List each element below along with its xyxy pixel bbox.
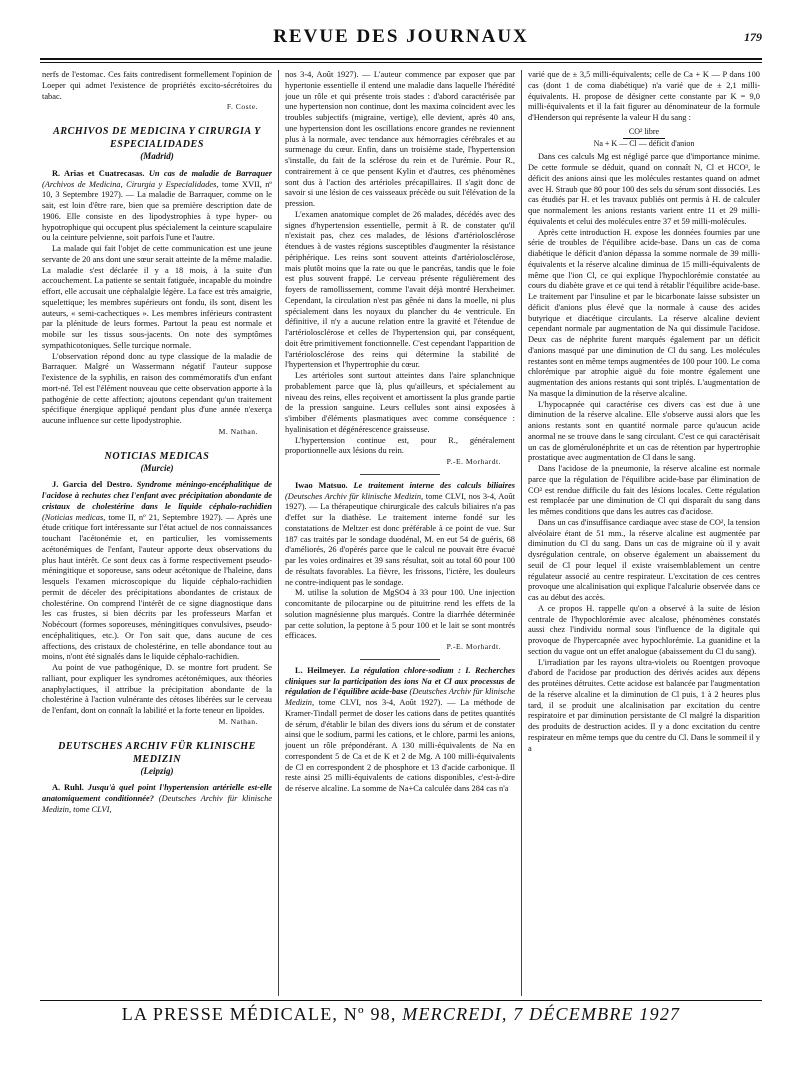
article-text: tome II, nº 21, Septembre 1927). — Après une étude critique fort intéressante sur l'état actuel de nos connaissances touchant l'acétonémie et, en particulier, les vomissements acétonémiques de l'enfant, l'auteur apporte deux observations du plus haut intérêt. Ce sont deux cas à forme respectivement pseudo-méningitique et soporeuse, sans odeur acétonique de l'haleine, dans lesquels l'examen microscopique du liquide céphalo-rachidien permit de déceler des précipitations abondantes de cristaux de cholestérine. On comprend l'intérêt de ce signe diagnostique dans les cas frustes, si bien décrits par les professeurs Marfan et Nobécourt (formes soporeuses, méningitiques convulsives, pseudo-encéphalitiques, etc.). Or l'on sait que, dans aucune de ces affections, des cristaux de cholestérine, en telle abondance tout au moins, n'ont été signalés dans le liquide céphalo-rachidien. bbox=[42, 512, 272, 662]
paragraph: L'hypertension continue est, pour R., généralement proportionnelle aux lésions du rein. bbox=[285, 435, 515, 456]
article-author: R. Arias et Cuatrecasas. bbox=[52, 168, 145, 178]
signature: M. Nathan. bbox=[218, 716, 258, 726]
article-title: Jusqu'à quel point l'hypertension artérielle est-elle anatomiquement conditionnée? bbox=[42, 783, 272, 803]
paragraph: nerfs de l'estomac. Ces faits contredisent formellement l'opinion de Loeper qui admet l'existence de propriétés excito-sécrétoires du tabac. bbox=[42, 70, 272, 101]
footer-journal: LA PRESSE MÉDICALE, Nº 98, bbox=[121, 1004, 397, 1024]
header-rule bbox=[40, 58, 762, 60]
article bbox=[42, 169, 272, 244]
paragraph: Dans l'acidose de la pneumonie, la réserve alcaline est normale parce que la régulation de l'équilibre acide-base par élimination de CO² est rendue difficile du fait des lésions locales. Cette régulation est remplacée par une diminution de Cl qui disparaît du sang dans les mêmes conditions que dans les autres cas d'acidose. bbox=[528, 464, 760, 516]
article bbox=[42, 783, 272, 815]
section-city: (Murcie) bbox=[140, 462, 174, 473]
paragraph: L'examen anatomique complet de 26 malades, décédés avec des signes d'hypertension essentielle, permit à R. de constater qu'il n'existait pas, chez ces malades, de lésions d'artériolosclérose étendues à de vastes régions susceptibles d'augmenter la résistance périphérique. Les reins sont souvent atteints d'artériolosclérose, mais plutôt moins que la rate ou que le pancréas, tandis que le foie est plus souvent frappé. Le cerveau présente régulièrement des foyers de ramollissement, comme l'avait déjà montré Herxheimer. Cependant, la circulation n'est pas gênée ni dans la moelle, ni plus spécialement dans les noyaux du plancher du 4e ventricule. En définitive, il n'y a aucune relation entre la gravité et l'étendue de l'artériolosclérose et celles de l'hypertension qui, par conséquent, doit être primitivement fonctionnelle. C'est cependant l'apparition de l'artériolosclérose des reins qui détermine la stabilité de l'hypertension et l'hypertrophie du cœur. bbox=[285, 209, 515, 370]
article-source: (Archivos de Medicina, Cirurgia y Especialidades, bbox=[42, 179, 219, 189]
separator bbox=[360, 474, 440, 475]
article bbox=[285, 666, 515, 795]
article-author: A. Ruhl. bbox=[52, 783, 84, 793]
article-title: Syndrome méningo-encéphalitique de l'acidose à rechutes chez l'enfant avec précipitation abondante de cristaux de cholestérine dans le liquide céphalo-rachidien bbox=[42, 480, 272, 511]
formula-numerator: CO² libre bbox=[623, 127, 665, 139]
page-header bbox=[40, 26, 762, 48]
running-title: REVUE DES JOURNAUX bbox=[273, 26, 529, 47]
formula-denominator: Na + K — Cl — déficit d'anion bbox=[593, 138, 695, 148]
article-author: J. Garcia del Destro. bbox=[52, 480, 133, 490]
article-source: (Deutsches Archiv für klinische Medizin, bbox=[285, 491, 424, 501]
article bbox=[42, 480, 272, 663]
paragraph: varié que de ± 3,5 milli-équivalents; celle de Ca + K — P dans 100 cas (dont 1 de coma diabétique) n'a varié que de ± 2,1 milli-équivalents. H. propose de désigner cette constante par K = 9,0 milli-équivalents et il la fait figurer au dénominateur de la formule d'Henderson qui représente la valeur H du sang : bbox=[528, 70, 760, 122]
paragraph: L'hypocapnée qui caractérise ces divers cas est due à une diminution de la réserve alcaline. Elle s'observe aussi alors que les anions restants sont en quantité normale parce qu'aucun acide anormal ne se trouve dans le sang circulant. C'est ce qui caractérisait un cas de glomérulonéphrite et un cas de rétention par hypertrophie prostatique avec augmentation de Cl dans le sang. bbox=[528, 399, 760, 463]
footer-date: MERCREDI, 7 DÉCEMBRE 1927 bbox=[402, 1004, 681, 1024]
column-2 bbox=[285, 70, 515, 996]
article-title: Le traitement interne des calculs biliaires bbox=[353, 480, 515, 490]
signature: F. Coste. bbox=[226, 102, 258, 112]
paragraph: Après cette introduction H. expose les données fournies par une série de troubles de l'équilibre acide-base. Dans un cas de coma diabétique le déficit d'anion dépassa la somme normale de 39 milli-équivalents et la réserve alcaline diminua de 15 milli-équivalents de même que l'ion Cl, ce qui explique l'hypochlorémie constatée au cours du diabète grave et ce qui tend à rétablir l'équilibre acide-base. Le traitement par l'insuline et par le bicarbonate laisse subsister un déficit d'anions plus élevé que la normale à cause des acides butyrique et diacétique circulants. La réserve alcaline devient cependant normale par augmentation de Na qui dissimule l'acidose. Deux cas de néphrite furent marqués également par un déficit d'anions masqué par une diminution de Cl du sang. Les molécules restantes sont en même temps augmentées de 100 pour 100. Le coma chlorémique par atrophie aiguë du foie montre également une augmentation des anions restants qui sont triplés. L'augmentation de Na masque la diminution de la réserve alcaline. bbox=[528, 227, 760, 398]
paragraph: La malade qui fait l'objet de cette communication est une jeune servante de 20 ans dont une sœur serait atteinte de la même maladie. La maladie s'est déclarée il y a 18 mois, à la suite d'un accouchement. La patiente se sentait fatiguée, incapable du moindre effort, elle accusait une céphalalgie légère. La face est très amaigrie, squelettique; les membres supérieurs ont fondu, ils sont, disent les auteurs, « semi-cachectiques ». Les membres inférieurs contrastent par la plénitude de leurs formes. Partout la peau est normale et mobile sur les tissus sous-jacents. On note des symptômes sympathicotoniques. Selle turcique normale. bbox=[42, 244, 272, 350]
header-rule-thin bbox=[40, 62, 762, 63]
henderson-formula bbox=[528, 127, 760, 150]
column-1 bbox=[42, 70, 272, 996]
paragraph: Les artérioles sont surtout atteintes dans l'aire splanchnique probablement parce que là, plus qu'ailleurs, et spécialement au niveau des reins, elles reçoivent et amortissent la plus grande partie de la pression sanguine. Leurs cellules sont ainsi exposées à s'imbiber d'éléments plasmatiques avec comme conséquence : hyalinisation et dégénérescence graisseuse. bbox=[285, 371, 515, 434]
separator bbox=[360, 659, 440, 660]
paragraph: L'observation répond donc au type classique de la maladie de Barraquer. Malgré un Wassermann négatif l'auteur suppose l'existence de la syphilis, en raison des commémoratifs d'un enfant mort-né. Tel est l'élément nouveau que cette observation apporte à la pathogénie de cette affection; ajoutons cependant qu'un traitement spécifique énergique appliqué pendant plus d'une année n'exerça aucune influence sur cette lipodystrophie. bbox=[42, 351, 272, 425]
article-author: Iwao Matsuo. bbox=[295, 480, 348, 490]
section-title: ARCHIVOS DE MEDICINA Y CIRURGIA Y ESPECIALIDADES bbox=[53, 126, 261, 150]
paragraph: L'irradiation par les rayons ultra-violets ou Roentgen provoque d'abord de l'acidose par production des dérivés acides aux dépens des protéines détruites. Cette acidose est balancée par l'augmentation de la réserve alcaline et la diminution de Cl puis, 1 à 2 heures plus tard, il se produit une alcalinisation par excitation du centre respiratoire et par diminution persistante de Cl malgré la disparition des produits de destruction acides. Il y a donc excitation du centre respirateur en même temps que du centre du Cl. Dans le sommeil il y a bbox=[528, 657, 760, 753]
paragraph: Dans ces calculs Mg est négligé parce que d'importance minime. De cette formule se déduit, quand on connaît N, Cl et HCO³, le déficit des anions ainsi que les molécules restantes quand on admet avec H. Straub que 80 pour 100 des sels du sérum sont dissociés. Les cas étudiés par H. et les travaux publiés ont permis à H. de calculer que normalement les anions restants varient entre 11 et 29 milli-équivalents et celui des molécules entre 37 et 59 milli-molécules. bbox=[528, 152, 760, 226]
page-number: 179 bbox=[744, 30, 762, 44]
paragraph: nos 3-4, Août 1927). — L'auteur commence par exposer que par hypertonie essentielle il entend une maladie dans laquelle l'hérédité joue un rôle et qui présente trois stades : d'abord caractérisée par une hypertension non continue, dont les maxima coïncident avec les troubles subjectifs (migraine, vertige), elle devient, après 40 ans, une hypertension dont les oscillations encore grandes ne reviennent plus à la normale, avec tendance aux hémorragies cérébrales et au surmenage du cœur. Enfin, dans un troisième stade, l'hypertension s'installe, du fait de la sclérose du rein et de l'urémie. Pour R., contrairement à ce que pensent Kylin et d'autres, ces phénomènes sont dus à l'action des artérioles précapillaires. Il s'agit donc de savoir si une lésion de ces vaisseaux précède ou suit l'élévation de la pression. bbox=[285, 70, 515, 208]
paragraph: Dans un cas d'insuffisance cardiaque avec stase de CO², la tension alvéolaire étant de 51 mm., la réserve alcaline est augmentée par diminution du Cl du sang. Dans un cas de migraine où il y avait dysrégulation centrale, on observe également un abaissement du seuil de Cl pour lequel il existe vraisemblablement un centre régulateur associé au centre respirateur. L'excitation de ces centres provoque une alcalinisation qui explique l'alcalurie observée dans ce cas au début des accès. bbox=[528, 517, 760, 602]
article-text: tome CLVI, nos 3-4, Août 1927). — La méthode de Kramer-Tindall permet de doser les cations dans de petites quantités de sérum, d'établir le bilan des divers ions du sérum et de constater ainsi que le sodium, parmi les cations, et le chlore, parmi les anions, jouent un rôle prépondérant. A 130 milli-équivalents de Na en correspondent 5 de Ca et de K et 2 de Mg. A 100 milli-équivalents de Cl en correspondent 2 de phosphore et 13 d'acide carbonique. Il reste ainsi 25 milli-équivalents de cations disponibles, c'est-à-dire de réserve alcaline. La somme de Na+Ca calculée dans 284 cas n'a bbox=[285, 698, 515, 793]
column-3 bbox=[528, 70, 760, 996]
paragraph: Au point de vue pathogénique, D. se montre fort prudent. Se ralliant, pour expliquer les syndromes acétonémiques, aux théories anaphylactiques, il attribue la précipitation abondante de la cholestérine à l'action vulnérante des cétoses libérées sur le cerveau de l'enfant, dont on connaît la labilité et la forte teneur en lipoïdes. bbox=[42, 663, 272, 715]
column-divider bbox=[278, 70, 279, 996]
paragraph: A ce propos H. rappelle qu'on a observé à la suite de lésion centrale de l'hypochlorémie avec alcalose, phénomènes constatés aussi chez l'individu normal sous l'influence de la digitale qui provoque de l'hypercapnée avec hypochlorémie. La guanidine et la section du vague ont un effet analogue (abaissement du Cl du sang). bbox=[528, 603, 760, 656]
paragraph: M. utilise la solution de MgSO4 à 33 pour 100. Une injection concomitante de pilocarpine ou de pituitrine rend les effets de la solution magnésienne plus marqués. Contre la diarrhée déterminée par cette solution, la peptone à 5 pour 100 et le lait se sont montrés efficaces. bbox=[285, 588, 515, 641]
article-text: tome XVII, nº 10, 3 Septembre 1927). — La maladie de Barraquer, comme on le sait, est loin d'être rare, bien que sa première description date de 1906. Elle consiste en des lipodystrophies à type hyper- ou hypotrophique qui occupent plus spécialement la ceinture scapulaire ou la ceinture pelvienne, soit parfois l'une et l'autre. bbox=[42, 179, 272, 243]
signature: M. Nathan. bbox=[218, 426, 258, 436]
article-title: Un cas de maladie de Barraquer bbox=[148, 168, 272, 178]
article-source: (Deutsches Archiv für klinische Medizin, tome CLVI, bbox=[42, 794, 272, 814]
article-text: tome CLVI, nos 3-4, Août 1927). — La thérapeutique chirurgicale des calculs biliaires n'a pas d'effet sur la diathèse. Le traitement interne fondé sur les constatations de Meltzer est donc préférable à ce point de vue. Sur 187 cas traités par le sondage duodénal, M. en eut 54 de guéris, 68 d'améliorés, 26 d'opérés parce que le calcul ne pouvait être évacué par les voies ordinaires et 39 sans résultat, soit au total 60 pour 100 de résultats favorables. La fièvre, les frissons, l'ictère, les douleurs ne contre-indiquent pas le sondage. bbox=[285, 491, 515, 587]
section-title: NOTICIAS MEDICAS bbox=[104, 450, 210, 462]
article-source: (Noticias medicas, bbox=[42, 512, 106, 522]
article-author: L. Heilmeyer. bbox=[295, 665, 346, 675]
article-title: La régulation chlore-sodium : I. Recherches cliniques sur la participation des ions Na et Cl aux processus de régulation de l'équilibre acide-base bbox=[285, 665, 515, 697]
page-footer bbox=[40, 1004, 762, 1025]
column-divider bbox=[521, 70, 522, 996]
article-source: (Deutsches Archiv für klinische Medizin, bbox=[285, 687, 515, 707]
article bbox=[285, 481, 515, 589]
section-title: DEUTSCHES ARCHIV FÜR KLINISCHE MEDIZIN bbox=[58, 740, 256, 765]
signature: P.-E. Morhardt. bbox=[446, 457, 501, 466]
section-city: (Madrid) bbox=[140, 151, 174, 161]
section-city: (Leipzig) bbox=[140, 765, 174, 776]
footer-rule bbox=[40, 1000, 762, 1001]
signature: P.-E. Morhardt. bbox=[446, 642, 501, 651]
